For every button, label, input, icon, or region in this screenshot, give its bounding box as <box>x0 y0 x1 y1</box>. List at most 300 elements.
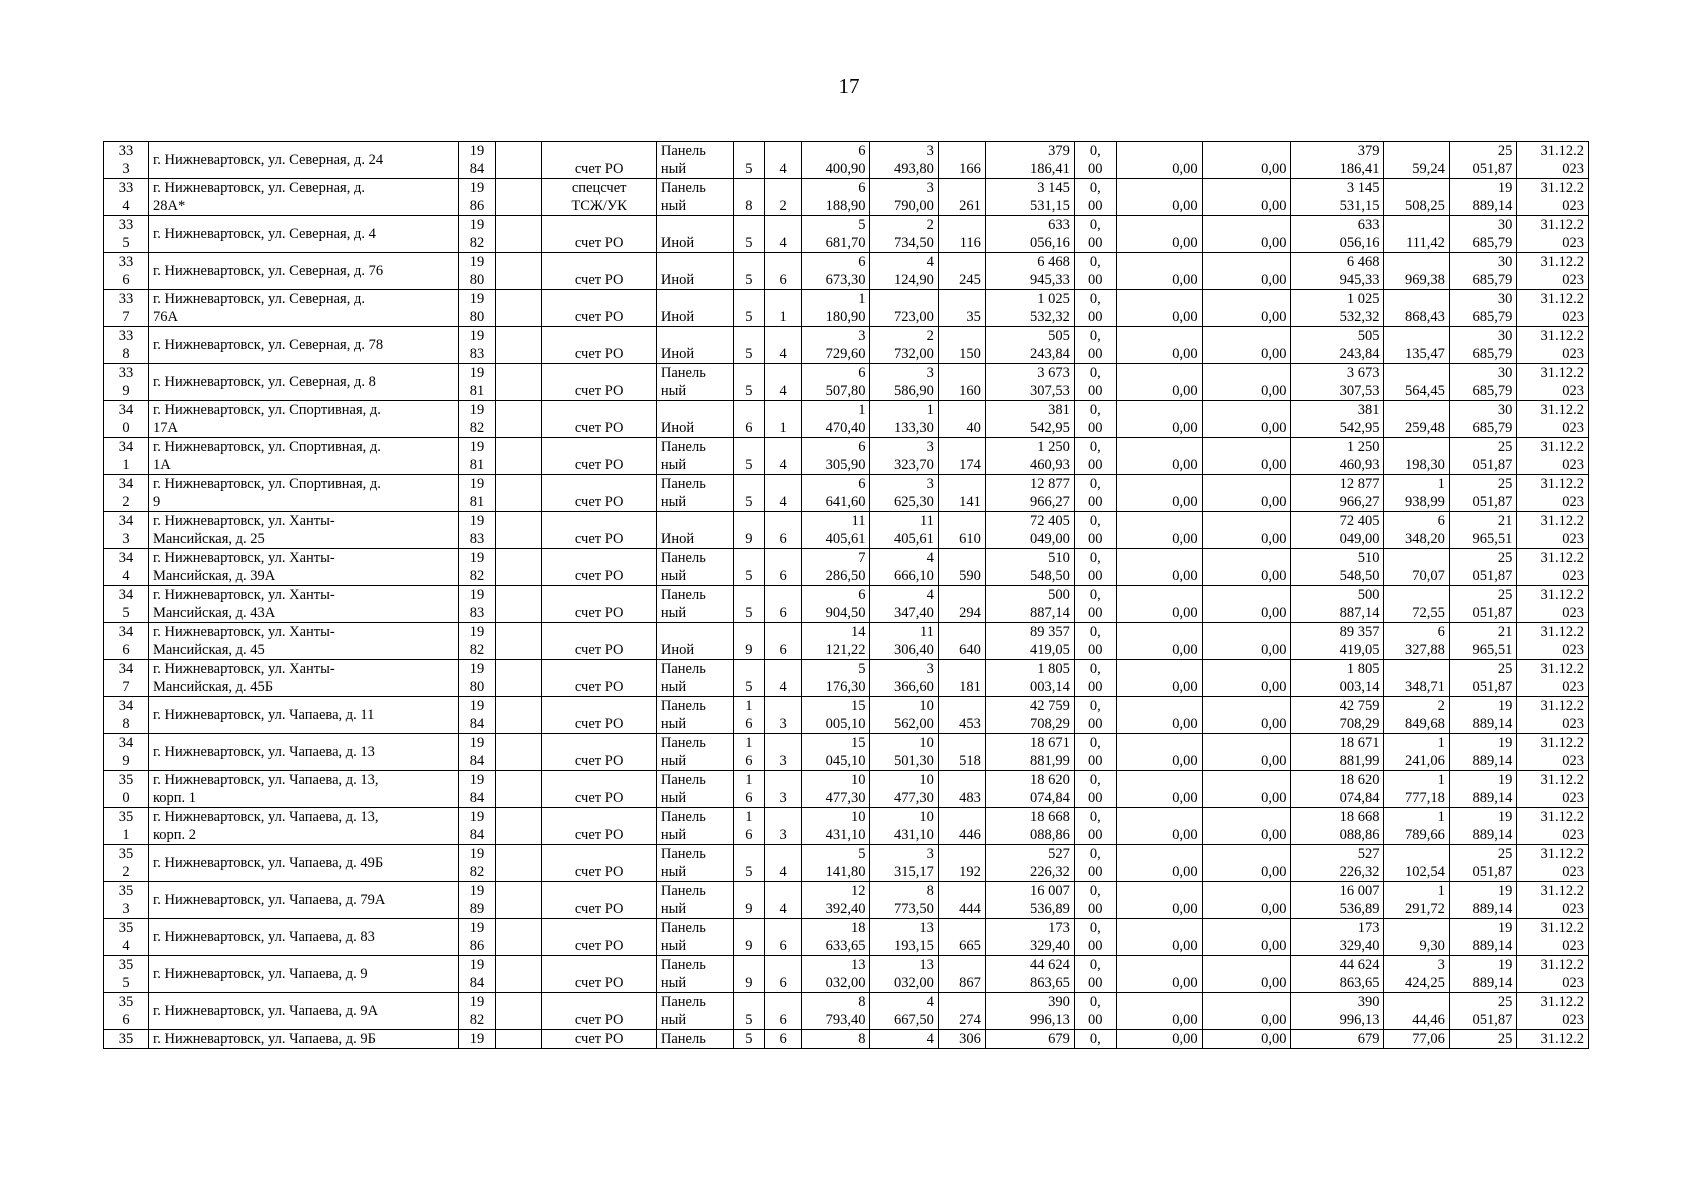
residents-cell <box>938 919 985 956</box>
empty-cell-cell <box>496 401 542 438</box>
entrances-text: 4 <box>779 346 787 362</box>
cost-per-m2-text: 1 <box>1437 772 1445 788</box>
living-area-cell <box>870 808 938 845</box>
total-area-cell <box>801 845 869 882</box>
total-area-text: 5 <box>858 217 866 233</box>
cost-limit-text: 30 <box>1497 328 1513 344</box>
fund-1-text <box>1121 179 1198 197</box>
row-number-text: 35 <box>118 994 134 1010</box>
residents-text <box>943 808 981 826</box>
wall-material-cell <box>656 475 733 512</box>
entrances-cell <box>765 290 802 327</box>
fund-2-text: 0,00 <box>1261 457 1287 473</box>
fund-1-text <box>1121 327 1198 345</box>
fund-2-text <box>1207 623 1287 641</box>
residents-text: 444 <box>959 901 981 917</box>
fund-2-cell <box>1202 993 1291 1030</box>
cost-per-m2-text: 508,25 <box>1405 198 1445 214</box>
address-cell <box>148 623 458 660</box>
deadline-cell <box>1517 216 1589 253</box>
residents-text <box>943 623 981 641</box>
address-text: корп. 1 <box>152 790 197 806</box>
owner-funds-text: 307,53 <box>1339 383 1380 399</box>
living-area-text: 3 <box>926 476 934 492</box>
address-text: г. Нижневартовск, ул. Чапаева, д. 79А <box>152 892 386 908</box>
address-cell <box>148 438 458 475</box>
residents-cell <box>938 845 985 882</box>
deadline-cell <box>1517 290 1589 327</box>
cost-limit-cell <box>1449 956 1516 993</box>
cost-per-m2-cell <box>1384 697 1449 734</box>
floors-text: 5 <box>745 346 753 362</box>
floors-text: 5 <box>745 864 753 880</box>
row-number-text: 4 <box>122 568 130 584</box>
build-year-text: 19 <box>469 180 485 196</box>
deadline-cell <box>1517 475 1589 512</box>
cost-limit-text: 25 <box>1497 550 1513 566</box>
address-text: г. Нижневартовск, ул. Чапаева, д. 9 <box>152 966 368 982</box>
total-cost-cell <box>985 808 1074 845</box>
residents-cell <box>938 438 985 475</box>
entrances-text <box>769 845 797 863</box>
living-area-text: 10 <box>919 698 934 714</box>
owner-funds-text: 72 405 <box>1339 513 1380 529</box>
fund-1-text: 0,00 <box>1172 272 1198 288</box>
floors-text <box>738 512 761 530</box>
empty-cell-cell <box>496 882 542 919</box>
fund-2-text: 0,00 <box>1261 346 1287 362</box>
residents-text <box>943 882 981 900</box>
build-year-text: 19 <box>469 476 485 492</box>
cost-per-m2-text: 348,20 <box>1405 531 1445 547</box>
entrances-text: 6 <box>779 605 787 621</box>
empty-cell-cell <box>496 364 542 401</box>
deadline-text: 31.12.2 <box>1540 883 1584 899</box>
cost-share-text: 0, <box>1089 143 1101 159</box>
living-area-text: 13 <box>919 957 934 973</box>
living-area-cell <box>870 993 938 1030</box>
owner-funds-text: 679 <box>1357 1031 1380 1047</box>
total-cost-cell <box>985 216 1074 253</box>
deadline-text: 023 <box>1562 679 1584 695</box>
total-area-text: 15 <box>850 735 866 751</box>
cost-per-m2-cell <box>1384 845 1449 882</box>
cost-share-text: 0, <box>1089 291 1101 307</box>
deadline-text: 31.12.2 <box>1540 328 1584 344</box>
cost-share-text: 0, <box>1089 920 1101 936</box>
wall-material-text: ный <box>660 679 687 695</box>
fund-method-text: счет РО <box>574 568 624 584</box>
deadline-cell <box>1517 882 1589 919</box>
residents-text: 640 <box>959 642 981 658</box>
total-area-text: 431,10 <box>825 827 866 843</box>
deadline-cell <box>1517 327 1589 364</box>
residents-cell <box>938 1030 985 1049</box>
empty-cell-cell <box>496 142 542 179</box>
floors-cell <box>733 1030 765 1049</box>
fund-1-text: 0,00 <box>1172 975 1198 991</box>
owner-funds-text: 505 <box>1357 328 1380 344</box>
owner-funds-cell <box>1291 364 1384 401</box>
total-area-text: 6 <box>858 143 866 159</box>
cost-limit-text: 25 <box>1497 587 1513 603</box>
fund-method-text: счет РО <box>574 457 624 473</box>
build-year-text: 83 <box>469 531 485 547</box>
fund-method-cell <box>542 919 656 956</box>
fund-1-text: 0,00 <box>1172 494 1198 510</box>
total-area-cell <box>801 1030 869 1049</box>
row-number-cell <box>104 697 149 734</box>
cost-limit-text: 965,51 <box>1472 642 1513 658</box>
fund-1-text: 0,00 <box>1172 605 1198 621</box>
address-text: г. Нижневартовск, ул. Чапаева, д. 13 <box>152 744 375 760</box>
residents-text: 867 <box>959 975 981 991</box>
residents-cell <box>938 956 985 993</box>
row-number-text: 33 <box>118 180 134 196</box>
row-number-text: 33 <box>118 328 134 344</box>
total-cost-text: 186,41 <box>1029 161 1070 177</box>
row-number-cell <box>104 327 149 364</box>
residents-cell <box>938 401 985 438</box>
fund-1-text: 0,00 <box>1172 753 1198 769</box>
entrances-text <box>769 253 797 271</box>
cost-share-text: 0, <box>1089 254 1101 270</box>
build-year-cell <box>458 364 496 401</box>
residents-text <box>943 290 981 308</box>
floors-cell <box>733 512 765 549</box>
cost-per-m2-text: 789,66 <box>1405 827 1445 843</box>
table-row <box>104 179 1589 216</box>
total-area-cell <box>801 660 869 697</box>
floors-cell <box>733 364 765 401</box>
cost-per-m2-text: 111,42 <box>1406 235 1445 251</box>
cost-limit-text: 25 <box>1497 1031 1513 1047</box>
cost-share-text: 0, <box>1089 550 1101 566</box>
owner-funds-cell <box>1291 142 1384 179</box>
cost-limit-text: 25 <box>1497 994 1513 1010</box>
cost-per-m2-text: 2 <box>1437 698 1445 714</box>
entrances-cell <box>765 475 802 512</box>
cost-per-m2-text: 70,07 <box>1412 568 1445 584</box>
deadline-text: 31.12.2 <box>1540 846 1584 862</box>
deadline-cell <box>1517 919 1589 956</box>
residents-cell <box>938 512 985 549</box>
floors-text <box>738 253 761 271</box>
fund-method-cell <box>542 364 656 401</box>
total-cost-text: 3 673 <box>1037 365 1070 381</box>
total-cost-text: 049,00 <box>1029 531 1070 547</box>
residents-text <box>943 549 981 567</box>
residents-text: 174 <box>959 457 981 473</box>
address-text: г. Нижневартовск, ул. Спортивная, д. <box>152 439 381 455</box>
living-area-text: 13 <box>919 920 934 936</box>
floors-text: 6 <box>745 716 753 732</box>
empty-cell-cell <box>496 512 542 549</box>
total-area-text: 10 <box>850 809 866 825</box>
cost-per-m2-text: 77,06 <box>1412 1031 1445 1047</box>
total-area-text: 405,61 <box>825 531 866 547</box>
row-number-text: 3 <box>122 901 130 917</box>
total-cost-text: 12 877 <box>1029 476 1070 492</box>
cost-share-text: 0, <box>1089 994 1101 1010</box>
residents-cell <box>938 697 985 734</box>
residents-text: 453 <box>959 716 981 732</box>
address-text: г. Нижневартовск, ул. Ханты- <box>152 587 335 603</box>
cost-per-m2-cell <box>1384 290 1449 327</box>
fund-method-text: счет РО <box>574 975 624 991</box>
entrances-cell <box>765 549 802 586</box>
row-number-text: 3 <box>122 531 130 547</box>
table-row <box>104 253 1589 290</box>
total-area-cell <box>801 327 869 364</box>
floors-text: 9 <box>745 938 753 954</box>
floors-text <box>738 216 761 234</box>
living-area-text: 562,00 <box>894 716 934 732</box>
deadline-text: 023 <box>1562 383 1584 399</box>
total-cost-text: 226,32 <box>1029 864 1070 880</box>
row-number-cell <box>104 142 149 179</box>
row-number-text: 34 <box>118 661 134 677</box>
living-area-cell <box>870 771 938 808</box>
deadline-text: 023 <box>1562 457 1584 473</box>
floors-text: 5 <box>745 235 753 251</box>
fund-1-text <box>1121 623 1198 641</box>
residents-text: 35 <box>966 309 981 325</box>
floors-cell <box>733 919 765 956</box>
cost-share-text: 00 <box>1088 235 1103 251</box>
cost-limit-text: 051,87 <box>1472 568 1513 584</box>
deadline-text: 31.12.2 <box>1540 920 1584 936</box>
owner-funds-text: 44 624 <box>1339 957 1380 973</box>
fund-1-cell <box>1116 364 1202 401</box>
wall-material-text: Иной <box>660 642 695 658</box>
living-area-text: 124,90 <box>894 272 934 288</box>
cost-limit-text: 25 <box>1497 476 1513 492</box>
living-area-text: 4 <box>926 550 934 566</box>
total-cost-text: 708,29 <box>1029 716 1070 732</box>
cost-per-m2-text: 44,46 <box>1412 1012 1445 1028</box>
fund-2-cell <box>1202 475 1291 512</box>
living-area-cell <box>870 179 938 216</box>
address-cell <box>148 179 458 216</box>
residents-cell <box>938 142 985 179</box>
cost-share-text: 0, <box>1089 809 1101 825</box>
entrances-text: 4 <box>779 383 787 399</box>
row-number-cell <box>104 253 149 290</box>
row-number-text: 33 <box>118 143 134 159</box>
cost-per-m2-cell <box>1384 327 1449 364</box>
total-cost-text: 460,93 <box>1029 457 1070 473</box>
address-text: г. Нижневартовск, ул. Чапаева, д. 11 <box>152 707 375 723</box>
fund-2-cell <box>1202 401 1291 438</box>
fund-2-text: 0,00 <box>1261 272 1287 288</box>
fund-1-text: 0,00 <box>1172 790 1198 806</box>
cost-limit-text: 889,14 <box>1472 790 1513 806</box>
address-cell <box>148 956 458 993</box>
build-year-cell <box>458 734 496 771</box>
total-area-cell <box>801 993 869 1030</box>
living-area-text: 493,80 <box>894 161 934 177</box>
residents-cell <box>938 771 985 808</box>
floors-text <box>738 142 761 160</box>
deadline-text: 31.12.2 <box>1540 624 1584 640</box>
floors-cell <box>733 882 765 919</box>
fund-1-text: 0,00 <box>1172 161 1198 177</box>
cost-limit-text: 889,14 <box>1472 901 1513 917</box>
address-text: г. Нижневартовск, ул. Спортивная, д. <box>152 476 381 492</box>
cost-share-text: 0, <box>1089 513 1101 529</box>
row-number-text: 6 <box>122 642 130 658</box>
empty-cell-cell <box>496 956 542 993</box>
cost-limit-cell <box>1449 290 1516 327</box>
cost-per-m2-text <box>1388 364 1444 382</box>
total-area-text: 6 <box>858 365 866 381</box>
fund-1-text <box>1121 956 1198 974</box>
fund-2-text: 0,00 <box>1261 753 1287 769</box>
build-year-cell <box>458 401 496 438</box>
entrances-cell <box>765 919 802 956</box>
fund-1-text <box>1121 438 1198 456</box>
cost-share-cell <box>1074 475 1116 512</box>
row-number-cell <box>104 771 149 808</box>
cost-per-m2-cell <box>1384 216 1449 253</box>
cost-share-text: 00 <box>1088 309 1103 325</box>
cost-per-m2-text: 1 <box>1437 883 1445 899</box>
fund-2-text <box>1207 549 1287 567</box>
address-cell <box>148 882 458 919</box>
owner-funds-text: 243,84 <box>1339 346 1380 362</box>
build-year-text: 84 <box>469 753 485 769</box>
living-area-cell <box>870 956 938 993</box>
total-cost-cell <box>985 179 1074 216</box>
build-year-cell <box>458 216 496 253</box>
wall-material-text: Панель <box>660 476 706 492</box>
cost-per-m2-text: 849,68 <box>1405 716 1445 732</box>
total-area-cell <box>801 549 869 586</box>
cost-share-cell <box>1074 179 1116 216</box>
fund-1-text <box>1121 364 1198 382</box>
cost-limit-text: 965,51 <box>1472 531 1513 547</box>
entrances-cell <box>765 734 802 771</box>
wall-material-text: ный <box>660 605 687 621</box>
fund-1-cell <box>1116 438 1202 475</box>
cost-share-text: 00 <box>1088 975 1103 991</box>
cost-per-m2-text: 424,25 <box>1405 975 1445 991</box>
floors-text: 8 <box>745 198 753 214</box>
cost-share-text: 0, <box>1089 772 1101 788</box>
cost-per-m2-cell <box>1384 956 1449 993</box>
wall-material-text <box>661 290 729 308</box>
wall-material-text: Панель <box>660 661 706 677</box>
total-area-text: 6 <box>858 254 866 270</box>
address-text: Мансийская, д. 39А <box>152 568 276 584</box>
floors-text: 1 <box>745 735 753 751</box>
cost-share-cell <box>1074 697 1116 734</box>
entrances-text <box>769 327 797 345</box>
build-year-cell <box>458 327 496 364</box>
address-text: 1А <box>152 457 171 473</box>
fund-1-cell <box>1116 179 1202 216</box>
residents-text <box>943 142 981 160</box>
fund-2-text <box>1207 697 1287 715</box>
fund-2-text <box>1207 142 1287 160</box>
build-year-cell <box>458 993 496 1030</box>
row-number-text: 33 <box>118 254 134 270</box>
floors-cell <box>733 549 765 586</box>
floors-text <box>738 956 761 974</box>
row-number-text: 3 <box>122 161 130 177</box>
total-cost-text: 89 357 <box>1029 624 1070 640</box>
deadline-text: 31.12.2 <box>1540 180 1584 196</box>
living-area-cell <box>870 549 938 586</box>
wall-material-cell <box>656 882 733 919</box>
cost-per-m2-cell <box>1384 919 1449 956</box>
address-text: г. Нижневартовск, ул. Чапаева, д. 9Б <box>152 1031 376 1047</box>
owner-funds-text: 186,41 <box>1339 161 1380 177</box>
floors-text: 5 <box>745 494 753 510</box>
cost-per-m2-text: 3 <box>1437 957 1445 973</box>
owner-funds-text: 16 007 <box>1339 883 1380 899</box>
living-area-text: 477,30 <box>894 790 934 806</box>
fund-1-cell <box>1116 623 1202 660</box>
cost-per-m2-text <box>1388 586 1444 604</box>
table-row <box>104 845 1589 882</box>
residents-text <box>943 586 981 604</box>
floors-text: 9 <box>745 901 753 917</box>
entrances-text <box>769 956 797 974</box>
residents-text <box>943 475 981 493</box>
living-area-text <box>874 290 933 308</box>
owner-funds-text: 3 145 <box>1346 180 1380 196</box>
living-area-cell <box>870 697 938 734</box>
fund-1-cell <box>1116 401 1202 438</box>
entrances-text <box>769 438 797 456</box>
empty-cell-cell <box>496 808 542 845</box>
build-year-cell <box>458 808 496 845</box>
cost-per-m2-cell <box>1384 401 1449 438</box>
owner-funds-cell <box>1291 734 1384 771</box>
fund-2-text: 0,00 <box>1261 790 1287 806</box>
fund-2-text <box>1207 586 1287 604</box>
row-number-cell <box>104 586 149 623</box>
total-cost-cell <box>985 993 1074 1030</box>
wall-material-cell <box>656 438 733 475</box>
fund-2-text <box>1207 475 1287 493</box>
address-text: г. Нижневартовск, ул. Северная, д. 4 <box>152 226 376 242</box>
cost-share-cell <box>1074 364 1116 401</box>
fund-2-text: 0,00 <box>1261 938 1287 954</box>
deadline-text: 023 <box>1562 716 1584 732</box>
fund-method-text: ТСЖ/УК <box>571 198 627 214</box>
entrances-text: 1 <box>779 420 787 436</box>
cost-limit-text: 889,14 <box>1472 975 1513 991</box>
wall-material-text: ный <box>660 901 687 917</box>
floors-cell <box>733 845 765 882</box>
deadline-cell <box>1517 808 1589 845</box>
living-area-text: 3 <box>926 846 934 862</box>
total-cost-text: 329,40 <box>1029 938 1070 954</box>
living-area-text: 323,70 <box>894 457 934 473</box>
owner-funds-cell <box>1291 808 1384 845</box>
cost-per-m2-text <box>1388 401 1444 419</box>
fund-1-text <box>1121 475 1198 493</box>
address-cell <box>148 364 458 401</box>
row-number-cell <box>104 179 149 216</box>
living-area-text: 3 <box>926 661 934 677</box>
cost-per-m2-text: 9,30 <box>1419 938 1445 954</box>
cost-share-text: 00 <box>1088 716 1103 732</box>
cost-per-m2-text: 59,24 <box>1412 161 1445 177</box>
